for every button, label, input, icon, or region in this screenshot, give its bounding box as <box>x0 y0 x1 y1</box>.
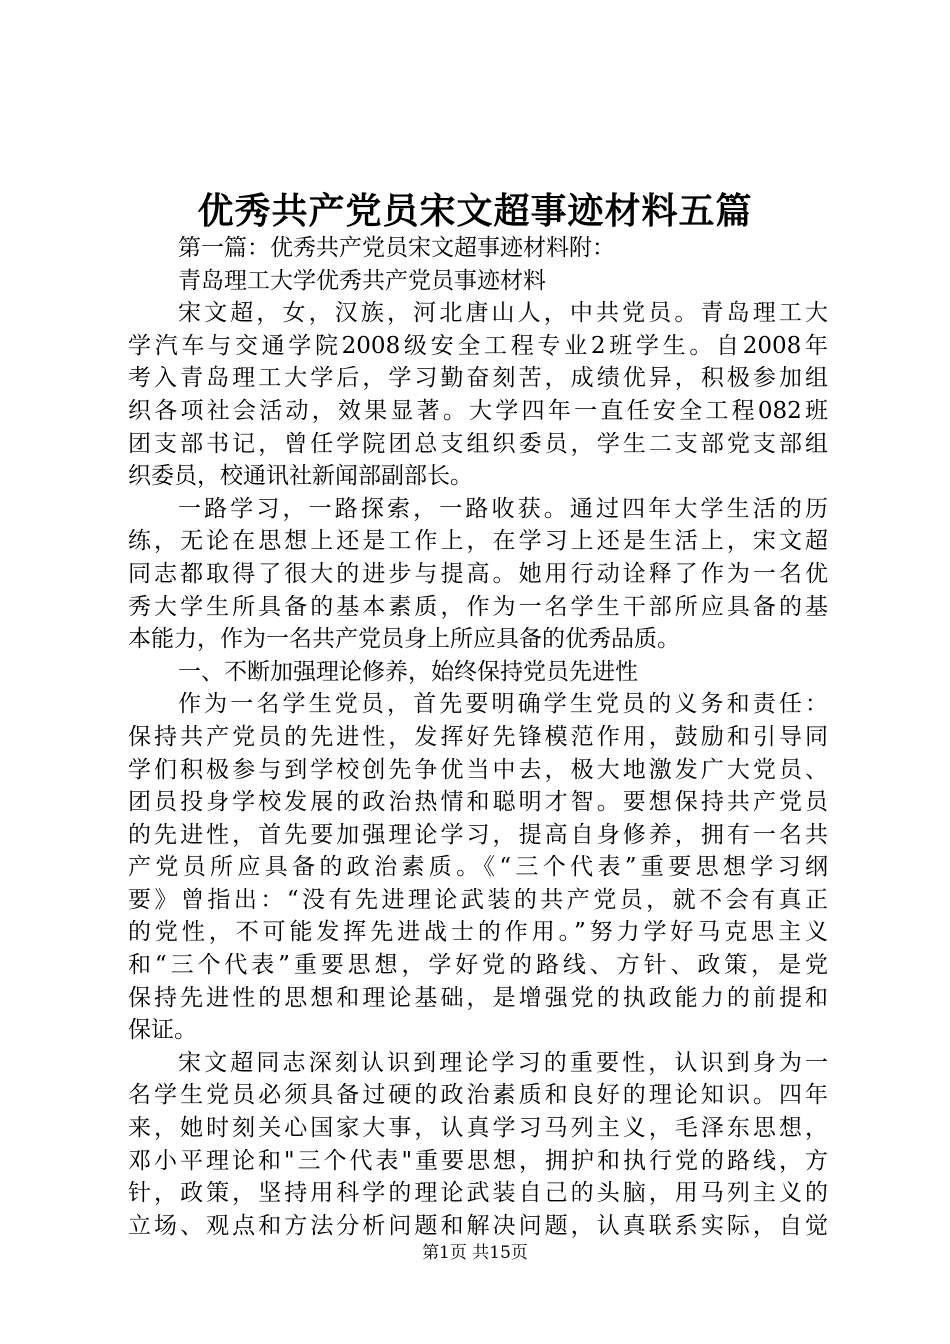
text-line: 织委员，校通讯社新闻部副部长。 <box>128 463 473 490</box>
text-line: 的党性，不可能发挥先进战士的作用。”努力学好马克思主义 <box>128 919 828 946</box>
text-line: 练，无论在思想上还是工作上，在学习上还是生活上，宋文超 <box>128 528 828 555</box>
document-body <box>128 232 828 1242</box>
document-title: 优秀共产党员宋文超事迹材料五篇 <box>197 190 753 232</box>
text-line: 秀大学生所具备的基本素质，作为一名学生干部所应具备的基 <box>128 593 828 620</box>
text-line: 本能力，作为一名共产党员身上所应具备的优秀品质。 <box>128 626 680 653</box>
text-line: 保证。 <box>128 1017 197 1044</box>
text-line: 名学生党员必须具备过硬的政治素质和良好的理论知识。四年 <box>128 1082 828 1109</box>
text-line: 的先进性，首先要加强理论学习，提高自身修养，拥有一名共 <box>128 821 828 848</box>
text-line: 一路学习，一路探索，一路收获。通过四年大学生活的历 <box>178 495 828 522</box>
text-line: 要》曾指出：“没有先进理论武装的共产党员，就不会有真正 <box>128 886 828 913</box>
text-line: 同志都取得了很大的进步与提高。她用行动诠释了作为一名优 <box>128 560 828 587</box>
text-line: 立场、观点和方法分析问题和解决问题，认真联系实际，自觉 <box>128 1212 828 1239</box>
text-line: 考入青岛理工大学后，学习勤奋刻苦，成绩优异，积极参加组 <box>128 365 828 392</box>
text-line: 和“三个代表”重要思想，学好党的路线、方针、政策，是党 <box>128 952 828 979</box>
text-line: 产党员所应具备的政治素质。《“三个代表”重要思想学习纲 <box>128 854 828 881</box>
text-line: 邓小平理论和"三个代表"重要思想，拥护和执行党的路线，方 <box>128 1147 828 1174</box>
page-footer: 第1页 共15页 <box>422 1243 528 1263</box>
text-line: 针，政策，坚持用科学的理论武装自己的头脑，用马列主义的 <box>128 1180 828 1207</box>
text-line: 保持先进性的思想和理论基础，是增强党的执政能力的前提和 <box>128 984 828 1011</box>
text-line: 团支部书记，曾任学院团总支组织委员，学生二支部党支部组 <box>128 430 828 457</box>
text-line: 团员投身学校发展的政治热情和聪明才智。要想保持共产党员 <box>128 789 828 816</box>
text-line: 宋文超，女，汉族，河北唐山人，中共党员。青岛理工大 <box>178 300 828 327</box>
text-line: 学们积极参与到学校创先争优当中去，极大地激发广大党员、 <box>128 756 828 783</box>
text-line: 学汽车与交通学院2008级安全工程专业2班学生。自2008年 <box>128 332 828 359</box>
text-line: 青岛理工大学优秀共产党员事迹材料 <box>178 267 546 294</box>
text-line: 保持共产党员的先进性，发挥好先锋模范作用，鼓励和引导同 <box>128 723 828 750</box>
text-line: 第一篇：优秀共产党员宋文超事迹材料附： <box>178 235 615 261</box>
text-line: 来，她时刻关心国家大事，认真学习马列主义，毛泽东思想， <box>128 1115 828 1142</box>
text-line: 一、不断加强理论修养，始终保持党员先进性 <box>178 658 638 685</box>
text-line: 织各项社会活动，效果显著。大学四年一直任安全工程082班 <box>128 397 828 424</box>
text-line: 作为一名学生党员，首先要明确学生党员的义务和责任： <box>178 691 828 718</box>
text-line: 宋文超同志深刻认识到理论学习的重要性，认识到身为一 <box>178 1049 828 1076</box>
